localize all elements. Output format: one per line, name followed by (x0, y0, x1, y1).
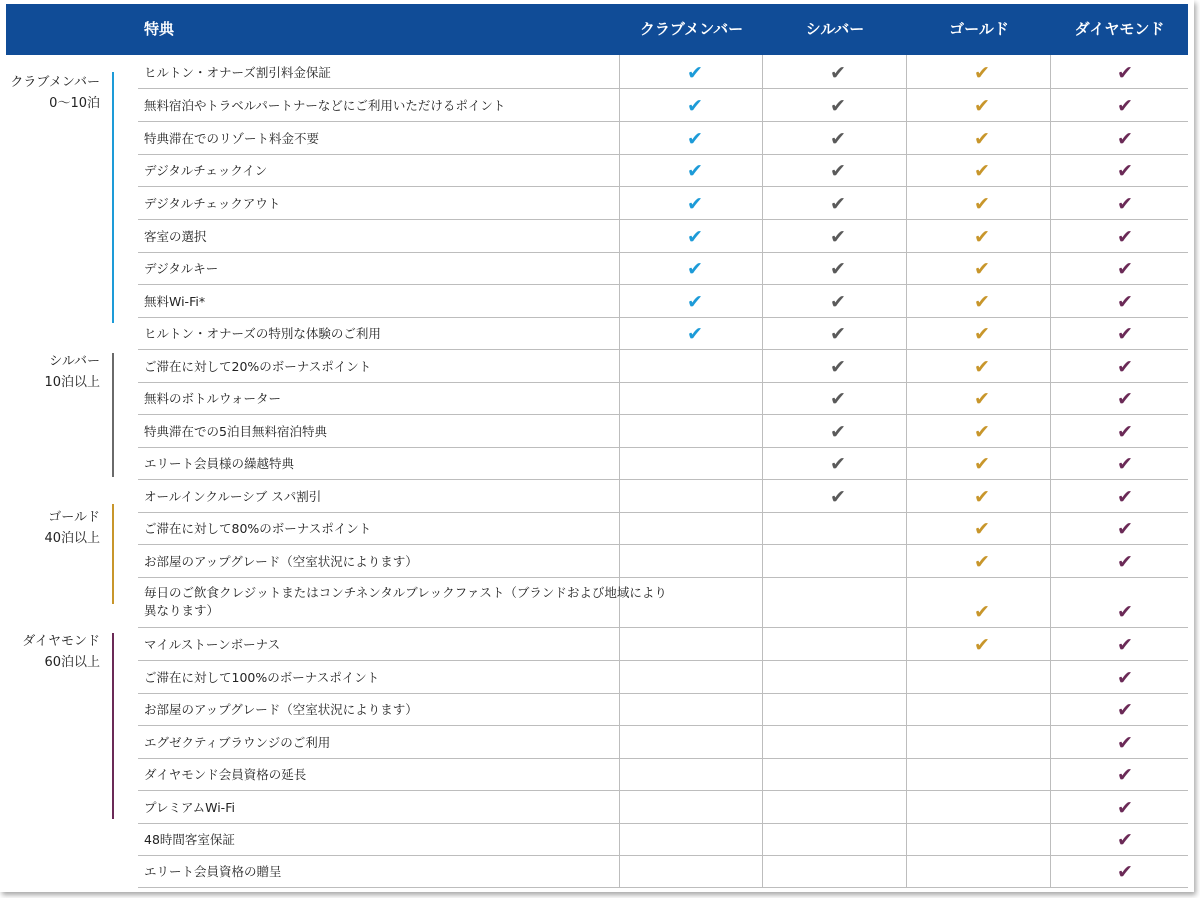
diamond-check-icon: ✔ (1117, 796, 1133, 819)
header-benefit: 特典 (144, 20, 175, 38)
diamond-check-icon: ✔ (1117, 764, 1133, 786)
gold-check-icon: ✔ (974, 601, 990, 623)
benefit-label: 特典滞在でのリゾート料金不要 (144, 131, 320, 146)
header-gold: ゴールド (949, 20, 1009, 38)
benefit-label: デジタルチェックアウト (144, 196, 281, 211)
silver-check-icon: ✔ (830, 127, 846, 150)
table-row (138, 856, 1188, 888)
table-header (6, 4, 1188, 55)
table-row (138, 791, 1188, 824)
tier-indicator-line (112, 353, 114, 477)
table-row (138, 415, 1188, 448)
table-row (138, 628, 1188, 661)
table-row (138, 694, 1188, 726)
benefit-label: 特典滞在での5泊目無料宿泊特典 (144, 424, 327, 439)
gold-check-icon: ✔ (974, 453, 990, 475)
table-row (138, 187, 1188, 220)
benefit-label: 毎日のご飲食クレジットまたはコンチネンタルブレックファスト（ブランドおよび地域により (144, 585, 667, 600)
benefit-label: マイルストーンボーナス (144, 637, 281, 652)
gold-check-icon: ✔ (974, 323, 990, 345)
benefit-label-line2: 異なります） (144, 603, 220, 618)
gold-check-icon: ✔ (974, 61, 990, 84)
gold-check-icon: ✔ (974, 550, 990, 573)
club-check-icon: ✔ (687, 225, 703, 248)
tier-nights: 40泊以上 (44, 531, 100, 546)
silver-check-icon: ✔ (830, 388, 846, 410)
table-row (138, 383, 1188, 415)
benefit-label: ヒルトン・オナーズ割引料金保証 (144, 65, 331, 80)
tier-indicator-line (112, 633, 114, 819)
diamond-check-icon: ✔ (1117, 61, 1133, 84)
diamond-check-icon: ✔ (1117, 355, 1133, 378)
benefit-label: ヒルトン・オナーズの特別な体験のご利用 (144, 326, 381, 341)
diamond-check-icon: ✔ (1117, 453, 1133, 475)
silver-check-icon: ✔ (830, 290, 846, 313)
club-check-icon: ✔ (687, 323, 703, 345)
silver-check-icon: ✔ (830, 485, 846, 508)
tier-indicator-line (112, 72, 114, 323)
table-row (138, 285, 1188, 318)
table-row (138, 155, 1188, 187)
club-check-icon: ✔ (687, 94, 703, 117)
benefit-label: デジタルキー (144, 261, 219, 276)
silver-check-icon: ✔ (830, 225, 846, 248)
silver-check-icon: ✔ (830, 420, 846, 443)
benefit-label: ご滞在に対して20%のボーナスポイント (144, 359, 372, 374)
silver-check-icon: ✔ (830, 355, 846, 378)
diamond-check-icon: ✔ (1117, 127, 1133, 150)
silver-check-icon: ✔ (830, 160, 846, 182)
table-row (138, 759, 1188, 791)
tier-nights: 10泊以上 (44, 375, 100, 390)
club-check-icon: ✔ (687, 127, 703, 150)
table-row (138, 726, 1188, 759)
tier-name: シルバー (49, 354, 100, 369)
club-check-icon: ✔ (687, 160, 703, 182)
tier-nights: 60泊以上 (44, 655, 100, 670)
benefit-label: 無料Wi-Fi* (144, 294, 206, 309)
club-check-icon: ✔ (687, 290, 703, 313)
gold-check-icon: ✔ (974, 127, 990, 150)
benefit-label: オールインクルーシブ スパ割引 (144, 489, 322, 504)
silver-check-icon: ✔ (830, 61, 846, 84)
gold-check-icon: ✔ (974, 485, 990, 508)
benefit-label: 無料宿泊やトラベルパートナーなどにご利用いただけるポイント (144, 98, 506, 113)
silver-check-icon: ✔ (830, 258, 846, 280)
benefit-label: デジタルチェックイン (144, 163, 268, 178)
silver-check-icon: ✔ (830, 323, 846, 345)
club-check-icon: ✔ (687, 61, 703, 84)
table-row (138, 824, 1188, 856)
benefit-label: 無料のボトルウォーター (144, 391, 282, 406)
table-row (138, 661, 1188, 694)
benefit-label: ダイヤモンド会員資格の延長 (144, 767, 307, 782)
diamond-check-icon: ✔ (1117, 731, 1133, 754)
tier-name: ゴールド (48, 510, 100, 525)
table-row (138, 350, 1188, 383)
table-row (138, 253, 1188, 285)
table-row (138, 545, 1188, 578)
gold-check-icon: ✔ (974, 290, 990, 313)
gold-check-icon: ✔ (974, 160, 990, 182)
gold-check-icon: ✔ (974, 420, 990, 443)
club-check-icon: ✔ (687, 192, 703, 215)
table-row (138, 448, 1188, 480)
tier-nights: 0～10泊 (49, 96, 100, 111)
diamond-check-icon: ✔ (1117, 601, 1133, 623)
table-row (138, 513, 1188, 545)
diamond-check-icon: ✔ (1117, 160, 1133, 182)
benefit-label: ご滞在に対して100%のボーナスポイント (144, 670, 380, 685)
table-row (138, 220, 1188, 253)
gold-check-icon: ✔ (974, 355, 990, 378)
gold-check-icon: ✔ (974, 192, 990, 215)
tier-indicator-line (112, 504, 114, 604)
club-check-icon: ✔ (687, 258, 703, 280)
diamond-check-icon: ✔ (1117, 258, 1133, 280)
diamond-check-icon: ✔ (1117, 633, 1133, 656)
table-row (138, 56, 1188, 89)
table-row (138, 89, 1188, 122)
benefit-label: 客室の選択 (144, 229, 207, 244)
diamond-check-icon: ✔ (1117, 485, 1133, 508)
silver-check-icon: ✔ (830, 453, 846, 475)
diamond-check-icon: ✔ (1117, 829, 1133, 851)
diamond-check-icon: ✔ (1117, 94, 1133, 117)
diamond-check-icon: ✔ (1117, 420, 1133, 443)
benefit-label: エリート会員様の繰越特典 (144, 456, 295, 471)
benefit-label: エリート会員資格の贈呈 (144, 864, 282, 879)
table-row (138, 318, 1188, 350)
benefit-label: お部屋のアップグレード（空室状況によります） (144, 702, 418, 717)
diamond-check-icon: ✔ (1117, 861, 1133, 883)
benefit-label: ご滞在に対して80%のボーナスポイント (144, 521, 372, 536)
header-diamond: ダイヤモンド (1074, 20, 1165, 38)
diamond-check-icon: ✔ (1117, 290, 1133, 313)
diamond-check-icon: ✔ (1117, 388, 1133, 410)
table-row (138, 122, 1188, 155)
gold-check-icon: ✔ (974, 94, 990, 117)
gold-check-icon: ✔ (974, 388, 990, 410)
silver-check-icon: ✔ (830, 94, 846, 117)
diamond-check-icon: ✔ (1117, 192, 1133, 215)
benefit-label: プレミアムWi-Fi (144, 800, 235, 815)
diamond-check-icon: ✔ (1117, 225, 1133, 248)
diamond-check-icon: ✔ (1117, 323, 1133, 345)
gold-check-icon: ✔ (974, 258, 990, 280)
gold-check-icon: ✔ (974, 518, 990, 540)
header-silver: シルバー (805, 20, 865, 38)
gold-check-icon: ✔ (974, 225, 990, 248)
tier-name: クラブメンバー (10, 75, 100, 90)
diamond-check-icon: ✔ (1117, 666, 1133, 689)
header-club-member: クラブメンバー (639, 20, 744, 38)
tier-name: ダイヤモンド (22, 634, 100, 649)
diamond-check-icon: ✔ (1117, 699, 1133, 721)
benefit-label: 48時間客室保証 (144, 832, 235, 847)
silver-check-icon: ✔ (830, 192, 846, 215)
benefit-label: お部屋のアップグレード（空室状況によります） (144, 554, 418, 569)
diamond-check-icon: ✔ (1117, 550, 1133, 573)
benefit-label: エグゼクティブラウンジのご利用 (144, 735, 331, 750)
diamond-check-icon: ✔ (1117, 518, 1133, 540)
table-row (138, 480, 1188, 513)
gold-check-icon: ✔ (974, 633, 990, 656)
table-row (138, 578, 1188, 628)
